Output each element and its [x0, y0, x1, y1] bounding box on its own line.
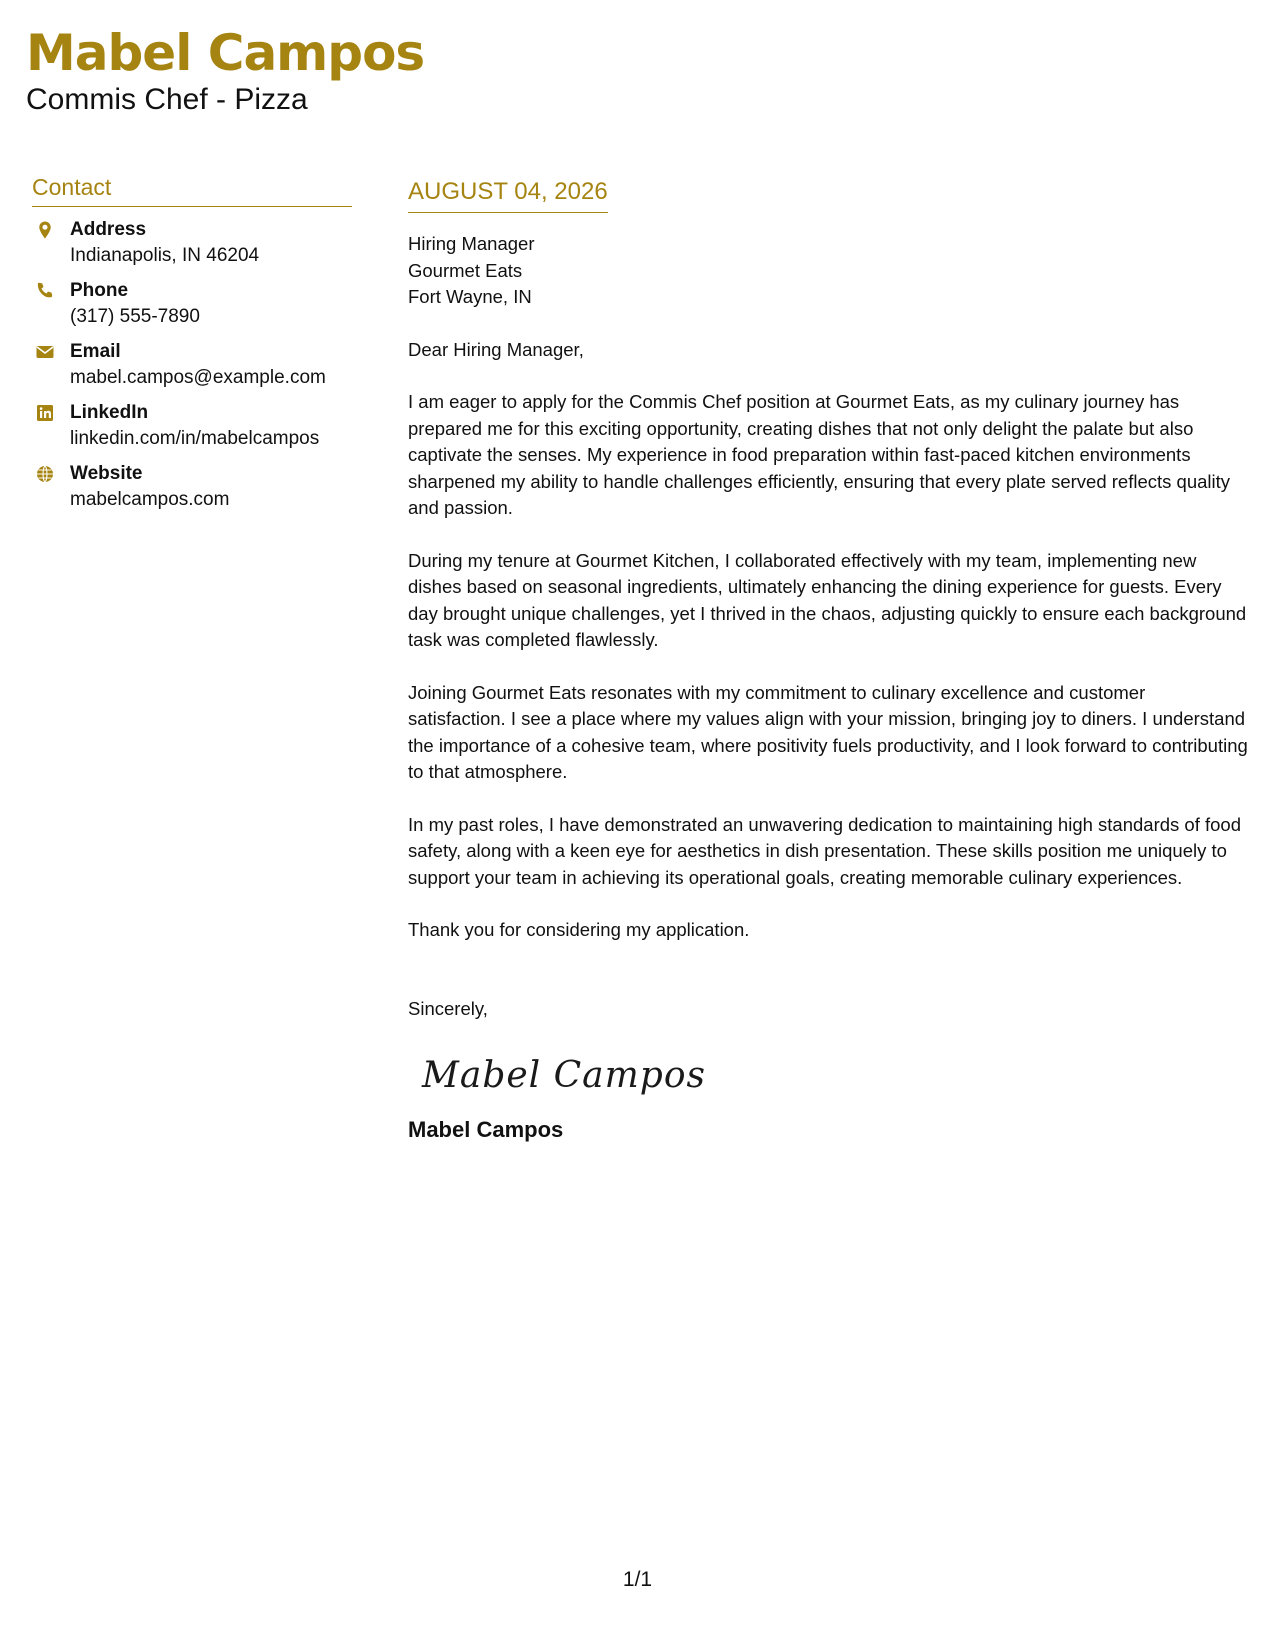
- applicant-name: Mabel Campos: [26, 24, 425, 82]
- contact-item-address: [32, 217, 352, 268]
- email-value[interactable]: mabel.campos@example.com: [70, 367, 326, 388]
- contact-heading: Contact: [32, 172, 352, 207]
- linkedin-icon: [34, 402, 56, 424]
- phone-value: (317) 555-7890: [70, 306, 200, 327]
- envelope-icon: [34, 341, 56, 363]
- contact-label: Address: [70, 219, 147, 240]
- contact-sidebar: [32, 172, 352, 522]
- recipient-line: Fort Wayne, IN: [408, 286, 532, 307]
- header: [26, 22, 424, 118]
- body-paragraph: Thank you for considering my application.: [408, 919, 750, 940]
- body-paragraph: I am eager to apply for the Commis Chef position at Gourmet Eats, as my culinary journey has prepared me for this exciting opportunity, creating dishes that not only delight the palate but also captivate the senses. My experience in food preparation within fast-paced kitchen environments sharpened my ability to handle challenges efficiently, ensuring that every plate served reflects quality and passion.: [408, 391, 1231, 518]
- contact-label: Phone: [70, 280, 129, 301]
- website-value[interactable]: mabelcampos.com: [70, 489, 230, 510]
- salutation: Dear Hiring Manager,: [408, 338, 584, 360]
- contact-item-email: [32, 339, 352, 390]
- contact-label: LinkedIn: [70, 402, 149, 423]
- map-pin-icon: [34, 219, 56, 241]
- globe-icon: [34, 463, 56, 485]
- letter-body: [408, 176, 1248, 1144]
- phone-icon: [34, 280, 56, 302]
- date-block: [408, 176, 608, 213]
- address-value: Indianapolis, IN 46204: [70, 245, 260, 266]
- contact-item-phone: [32, 278, 352, 329]
- contact-label: Website: [70, 463, 143, 484]
- contact-item-website: [32, 461, 352, 512]
- letter-date: AUGUST 04, 2026: [408, 178, 608, 205]
- contact-label: Email: [70, 341, 121, 362]
- signature: Mabel Campos: [422, 1055, 706, 1096]
- closing: Sincerely,: [408, 997, 488, 1019]
- contact-item-linkedin: [32, 400, 352, 451]
- recipient-block: [408, 231, 1248, 311]
- recipient-line: Hiring Manager: [408, 233, 535, 254]
- body-paragraph: During my tenure at Gourmet Kitchen, I collaborated effectively with my team, implementing new dishes based on seasonal ingredients, ultimately enhancing the dining experience for guests. Every day brought unique challenges, yet I thrived in the chaos, adjusting quickly to ensure each background task was completed flawlessly.: [408, 549, 1247, 650]
- body-paragraph: Joining Gourmet Eats resonates with my commitment to culinary excellence and customer satisfaction. I see a place where my values align with your mission, bringing joy to diners. I understand the importance of a cohesive team, where positivity fuels productivity, and I look forward to contributing to that atmosphere.: [408, 681, 1248, 782]
- recipient-line: Gourmet Eats: [408, 259, 523, 281]
- linkedin-value[interactable]: linkedin.com/in/mabelcampos: [70, 428, 320, 449]
- page-number: 1/1: [622, 1568, 653, 1591]
- signoff-name: Mabel Campos: [408, 1117, 564, 1142]
- job-title: Commis Chef - Pizza: [26, 83, 308, 116]
- signature-image: [422, 1046, 1248, 1106]
- body-paragraph: In my past roles, I have demonstrated an unwavering dedication to maintaining high standards of food safety, along with a keen eye for aesthetics in dish presentation. These skills position me uniquely to support your team in achieving its operational goals, creating memorable culinary experiences.: [408, 813, 1242, 888]
